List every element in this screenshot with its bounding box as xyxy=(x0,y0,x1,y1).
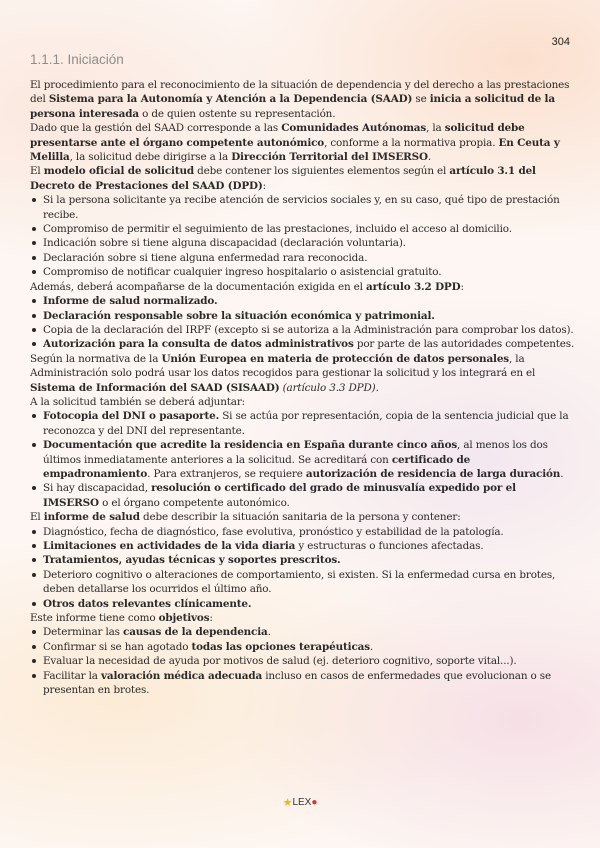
list-attachments xyxy=(30,409,575,510)
paragraph-intro: El procedimiento para el reconocimiento de la situación de dependencia y del derecho a las prestaciones del Sistema para la Autonomía y Atención a la Dependencia (SAAD) se inicia a solicitud de la persona interesada o de quien ostente su representación. xyxy=(30,79,570,120)
list-item: Fotocopia del DNI o pasaporte. Si se actúa por representación, copia de la sentencia judicial que la reconozca y del DNI del representante. xyxy=(30,409,575,438)
list-item: Tratamientos, ayudas técnicas y soportes prescritos. xyxy=(30,553,575,567)
list-item: Otros datos relevantes clínicamente. xyxy=(30,597,575,611)
paragraph-documentation: Además, deberá acompañarse de la documentación exigida en el artículo 3.2 DPD: xyxy=(30,280,464,293)
list-item: Facilitar la valoración médica adecuada incluso en casos de enfermedades que evolucionan o se presentan en brotes. xyxy=(30,669,575,698)
list-item: Informe de salud normalizado. xyxy=(30,294,575,308)
list-item: Compromiso de permitir el seguimiento de las prestaciones, incluido el acceso al domicilio. xyxy=(30,222,575,236)
section-heading: 1.1.1. Iniciación xyxy=(30,52,124,67)
footer-logo xyxy=(0,796,600,809)
document-body xyxy=(30,78,575,697)
list-item: Autorización para la consulta de datos administrativos por parte de las autoridades competentes. xyxy=(30,337,575,351)
list-item: Diagnóstico, fecha de diagnóstico, fase evolutiva, pronóstico y estabilidad de la patología. xyxy=(30,525,575,539)
list-item: Indicación sobre si tiene alguna discapacidad (declaración voluntaria). xyxy=(30,236,575,250)
paragraph-health-report: El informe de salud debe describir la situación sanitaria de la persona y contener: xyxy=(30,511,461,524)
list-item: Declaración sobre si tiene alguna enfermedad rara reconocida. xyxy=(30,251,575,265)
page-number: 304 xyxy=(551,36,570,48)
drop-icon: ● xyxy=(311,797,318,808)
list-health-report xyxy=(30,525,575,611)
paragraph-objectives: Este informe tiene como objetivos: xyxy=(30,612,213,625)
list-objectives xyxy=(30,625,575,697)
list-request-elements xyxy=(30,193,575,279)
list-item: Deterioro cognitivo o alteraciones de comportamiento, si existen. Si la enfermedad cursa en brotes, deben detallarse los ocurridos el último año. xyxy=(30,568,575,597)
paragraph-attachments: A la solicitud también se deberá adjuntar: xyxy=(30,395,246,408)
list-item: Si hay discapacidad, resolución o certificado del grado de minusvalía expedido por el IMSERSO o el órgano competente autonómico. xyxy=(30,481,575,510)
list-item: Evaluar la necesidad de ayuda por motivos de salud (ej. deterioro cognitivo, soporte vital...). xyxy=(30,654,575,668)
brand-label: LEX xyxy=(292,797,312,808)
list-item: Compromiso de notificar cualquier ingreso hospitalario o asistencial gratuito. xyxy=(30,265,575,279)
list-item: Declaración responsable sobre la situación económica y patrimonial. xyxy=(30,309,575,323)
list-item: Confirmar si se han agotado todas las opciones terapéuticas. xyxy=(30,640,575,654)
star-icon: ★ xyxy=(282,797,293,809)
list-item: Documentación que acredite la residencia en España durante cinco años, al menos los dos últimos inmediatamente anteriores a la solicitud. Se acreditará con certificado de empadronamiento. Para extranjeros, se requiere autorización de residencia de larga duración. xyxy=(30,438,575,481)
list-item: Limitaciones en actividades de la vida diaria y estructuras o funciones afectadas. xyxy=(30,539,575,553)
list-item: Si la persona solicitante ya recibe atención de servicios sociales y, en su caso, qué tipo de prestación recibe. xyxy=(30,193,575,222)
list-item: Determinar las causas de la dependencia. xyxy=(30,625,575,639)
paragraph-saad-competence: Dado que la gestión del SAAD corresponde a las Comunidades Autónomas, la solicitud debe presentarse ante el órgano competente autonómico, conforme a la normativa propia. En Ceuta y Melilla, la solicitud debe dirigirse a la Dirección Territorial del IMSERSO. xyxy=(30,122,560,164)
paragraph-official-model: El modelo oficial de solicitud debe contener los siguientes elementos según el artículo 3.1 del Decreto de Prestaciones del SAAD (DPD): xyxy=(30,165,536,192)
list-item: Copia de la declaración del IRPF (excepto si se autoriza a la Administración para comprobar los datos). xyxy=(30,323,575,337)
paragraph-data-protection: Según la normativa de la Unión Europea en materia de protección de datos personales, la Administración solo podrá usar los datos recogidos para gestionar la solicitud y los integrará en el Sistema de Información del SAAD (SISAAD) (artículo 3.3 DPD). xyxy=(30,352,536,394)
list-documentation xyxy=(30,294,575,352)
